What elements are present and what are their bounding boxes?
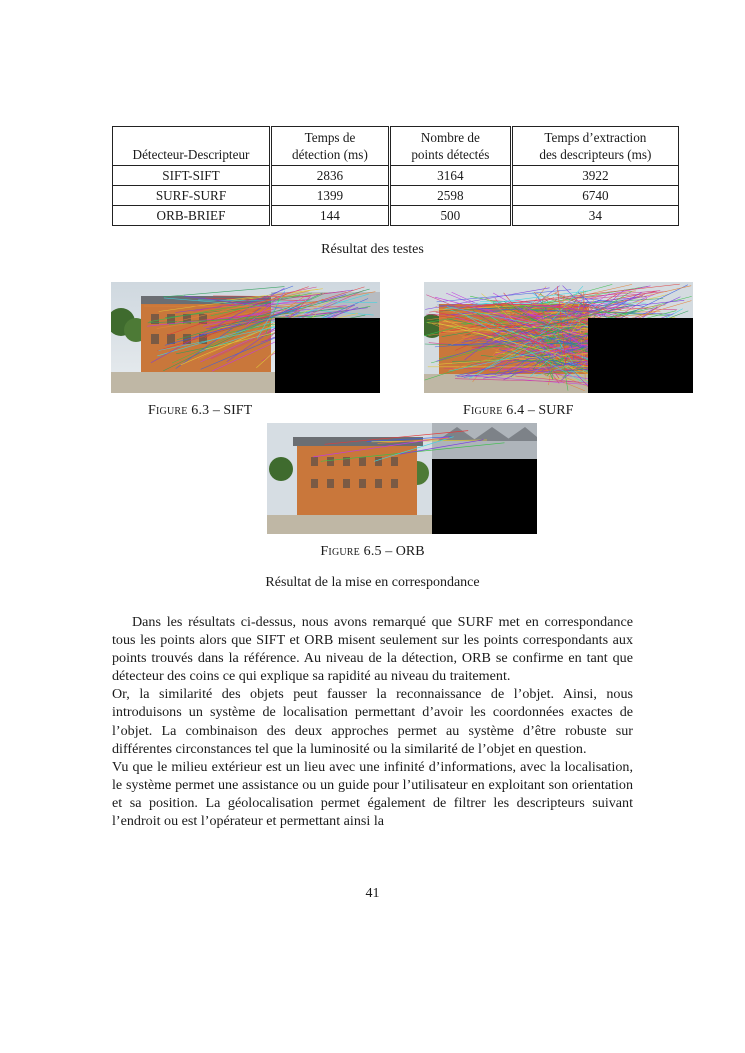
- figure-surf-image: [424, 282, 693, 393]
- paragraph: Or, la similarité des objets peut fausser la reconnaissance de l’objet. Ainsi, nous introduisons un système de localisation permettant d’avoir les coordonnées exactes de l’objet. La combinaison des deux approches permet au système d’être robuste sur différentes circonstances tel que la luminosité ou la similarité de l’objet en question.: [112, 686, 633, 757]
- table-cell: 34: [511, 206, 678, 226]
- figure-name: SIFT: [223, 403, 253, 418]
- table-cell: 2836: [271, 166, 390, 186]
- table-header-row: [113, 127, 679, 166]
- table-row: [113, 206, 679, 226]
- figure-sift-image: [111, 282, 380, 393]
- table-header-cell: [511, 127, 678, 166]
- table-cell: 500: [389, 206, 511, 226]
- figure-label: Figure 6.4: [463, 403, 525, 418]
- figure-name: ORB: [395, 544, 425, 559]
- table-cell: 6740: [511, 186, 678, 206]
- header-line: points détectés: [411, 147, 490, 162]
- figure-name: SURF: [538, 403, 574, 418]
- header-line: détection (ms): [292, 147, 368, 162]
- table-cell: SIFT-SIFT: [113, 166, 271, 186]
- table-cell: 3922: [511, 166, 678, 186]
- header-line: Temps d’extraction: [544, 130, 647, 145]
- figure-label: Figure 6.5: [320, 544, 382, 559]
- figure-separator: –: [209, 403, 224, 418]
- table-cell: 2598: [389, 186, 511, 206]
- table-cell: SURF-SURF: [113, 186, 271, 206]
- figure-label: Figure 6.3: [148, 403, 210, 418]
- paragraph: Dans les résultats ci-dessus, nous avons remarqué que SURF met en correspondance tous les points alors que SIFT et ORB misent seulement sur les points correspondants aux points trouvés dans la référence. Au niveau de la détection, ORB se confirme en tant que détecteur des coins ce qui explique sa rapidité au niveau du traitement.: [112, 614, 633, 685]
- table-header-cell: [271, 127, 390, 166]
- header-line: Temps de: [304, 130, 356, 145]
- table-cell: 144: [271, 206, 390, 226]
- header-line: Nombre de: [420, 130, 480, 145]
- figure-separator: –: [381, 544, 396, 559]
- figure-caption-orb: [0, 544, 745, 560]
- figure-caption-surf: [463, 403, 573, 419]
- header-line: Détecteur-Descripteur: [132, 147, 250, 162]
- paragraph: Vu que le milieu extérieur est un lieu avec une infinité d’informations, avec la localisation, le système permet une assistance ou un guide pour l’utilisateur en exploitant son orientation et sa position. La géolocalisation permet également de filtrer les descripteurs suivant l’endroit ou est l’opérateur et permettant ainsi la: [112, 758, 633, 830]
- results-table: [112, 126, 679, 226]
- table-header-cell: [389, 127, 511, 166]
- table-row: [113, 166, 679, 186]
- figure-separator: –: [524, 403, 539, 418]
- figure-orb-image: [267, 423, 537, 534]
- table-header-cell: [113, 127, 271, 166]
- figures-caption: Résultat de la mise en correspondance: [265, 575, 480, 590]
- body-text: [112, 613, 633, 830]
- table-row: [113, 186, 679, 206]
- header-line: des descripteurs (ms): [539, 147, 652, 162]
- table-cell: ORB-BRIEF: [113, 206, 271, 226]
- page-number: 41: [365, 886, 380, 901]
- table-caption: Résultat des testes: [321, 242, 424, 257]
- figure-caption-sift: [148, 403, 252, 419]
- table-cell: 1399: [271, 186, 390, 206]
- table-cell: 3164: [389, 166, 511, 186]
